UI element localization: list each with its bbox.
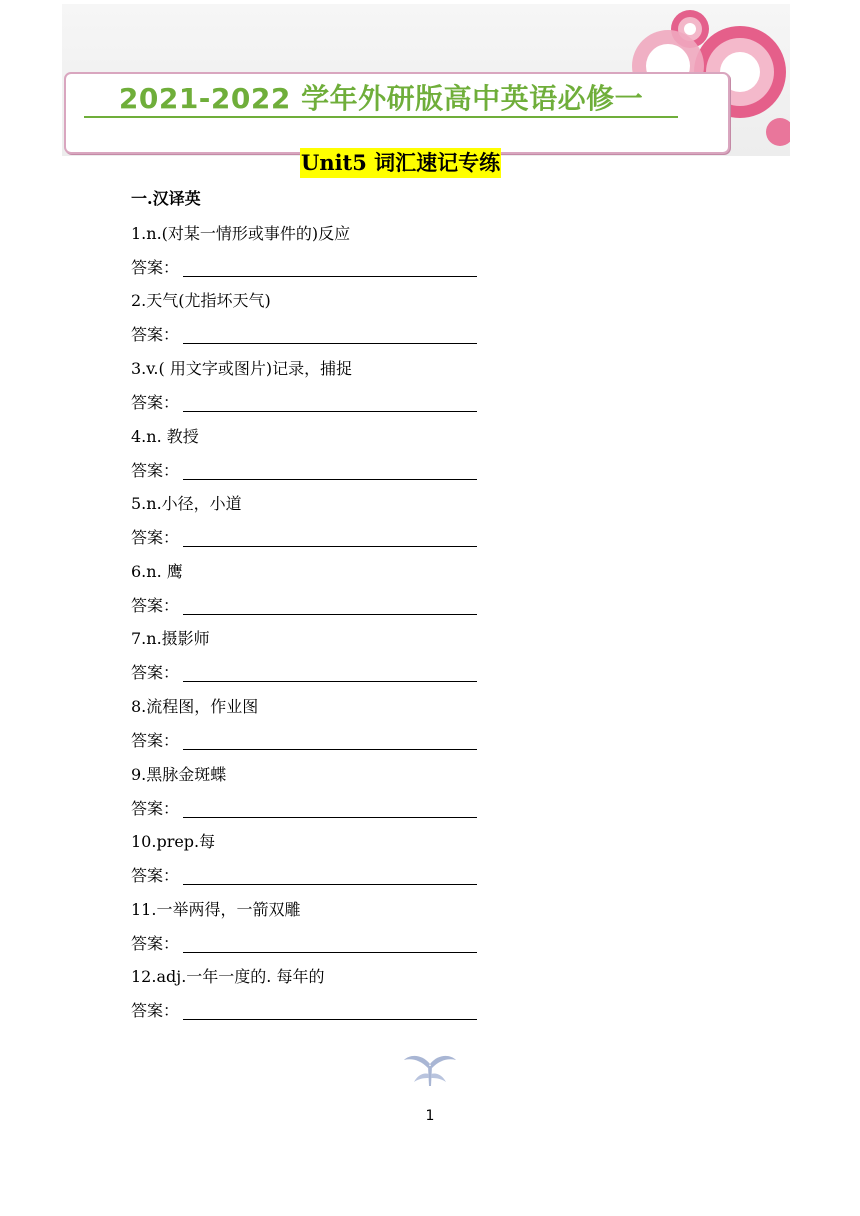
answer-blank[interactable] [183, 884, 477, 885]
question-item [131, 426, 491, 486]
answer-blank[interactable] [183, 681, 477, 682]
question-text: 10.prep.每 [131, 832, 216, 851]
answer-label: 答案： [131, 1001, 180, 1020]
answer-label: 答案： [131, 461, 180, 480]
answer-blank[interactable] [183, 817, 477, 818]
answer-label: 答案： [131, 731, 180, 750]
answer-blank[interactable] [183, 411, 477, 412]
question-item [131, 966, 491, 1026]
question-text: 11.一举两得，一箭双雕 [131, 900, 301, 919]
question-text: 1.n.(对某一情形或事件的)反应 [131, 224, 351, 243]
question-text: 8.流程图，作业图 [131, 697, 259, 716]
page-title: 2021-2022 学年外研版高中英语必修一 [84, 82, 678, 118]
question-text: 9.黑脉金斑蝶 [131, 765, 227, 784]
question-item [131, 561, 491, 621]
answer-blank[interactable] [183, 276, 477, 277]
question-item [131, 764, 491, 824]
question-item [131, 696, 491, 756]
question-item [131, 290, 491, 350]
answer-label: 答案： [131, 596, 180, 615]
question-text: 7.n.摄影师 [131, 629, 210, 648]
answer-label: 答案： [131, 934, 180, 953]
answer-label: 答案： [131, 393, 180, 412]
answer-blank[interactable] [183, 1019, 477, 1020]
question-item [131, 223, 491, 283]
page-number: 1 [425, 1108, 435, 1124]
answer-label: 答案： [131, 325, 180, 344]
question-text: 6.n. 鹰 [131, 562, 183, 581]
answer-label: 答案： [131, 258, 180, 277]
question-item [131, 493, 491, 553]
unit-subtitle: Unit5 词汇速记专练 [300, 148, 501, 178]
answer-label: 答案： [131, 866, 180, 885]
question-text: 12.adj.一年一度的. 每年的 [131, 967, 325, 986]
answer-blank[interactable] [183, 546, 477, 547]
sprout-logo-icon [402, 1050, 458, 1090]
question-item [131, 899, 491, 959]
section-heading: 一.汉译英 [131, 189, 201, 208]
answer-blank[interactable] [183, 749, 477, 750]
answer-blank[interactable] [183, 479, 477, 480]
question-item [131, 831, 491, 891]
question-text: 3.v.( 用文字或图片)记录，捕捉 [131, 359, 353, 378]
question-text: 4.n. 教授 [131, 427, 199, 446]
answer-label: 答案： [131, 799, 180, 818]
question-text: 2.天气(尤指坏天气) [131, 291, 271, 310]
question-text: 5.n.小径，小道 [131, 494, 242, 513]
answer-label: 答案： [131, 528, 180, 547]
question-item [131, 358, 491, 418]
question-item [131, 628, 491, 688]
answer-blank[interactable] [183, 952, 477, 953]
answer-blank[interactable] [183, 343, 477, 344]
answer-label: 答案： [131, 663, 180, 682]
answer-blank[interactable] [183, 614, 477, 615]
